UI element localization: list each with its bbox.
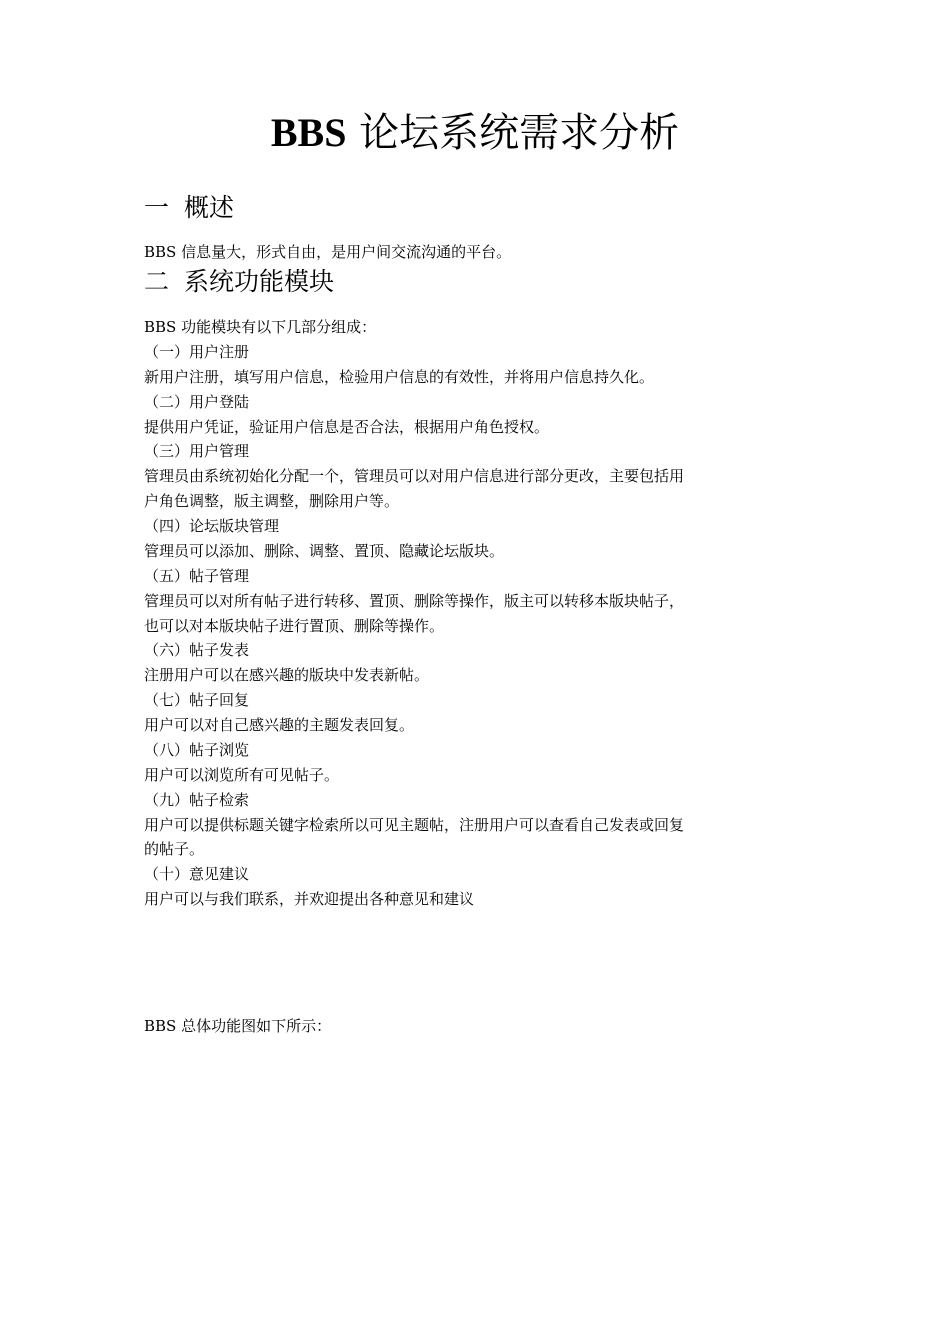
module-description: 管理员可以对所有帖子进行转移、置顶、删除等操作，版主可以转移本版块帖子， <box>144 592 685 610</box>
section-heading-text: 概述 <box>184 193 235 222</box>
modules-intro: BBS 功能模块有以下几部分组成： <box>144 318 377 336</box>
module-description: 的帖子。 <box>144 840 205 858</box>
module-heading: （二）用户登陆 <box>144 393 250 411</box>
module-heading: （十）意见建议 <box>144 865 250 883</box>
document-title-latin: BBS <box>270 110 347 155</box>
section-number: 二 <box>144 267 170 296</box>
section-heading-overview <box>144 191 234 225</box>
diagram-caption: BBS 总体功能图如下所示： <box>144 1017 332 1035</box>
module-description: 管理员由系统初始化分配一个，管理员可以对用户信息进行部分更改，主要包括用 <box>144 467 685 485</box>
module-heading: （八）帖子浏览 <box>144 741 250 759</box>
section-heading-modules <box>144 265 334 299</box>
module-description: 新用户注册，填写用户信息，检验用户信息的有效性，并将用户信息持久化。 <box>144 368 655 386</box>
document-title <box>0 108 950 158</box>
section-heading-text: 系统功能模块 <box>184 267 335 296</box>
module-heading: （五）帖子管理 <box>144 567 250 585</box>
module-heading: （九）帖子检索 <box>144 791 250 809</box>
module-description: 用户可以提供标题关键字检索所以可见主题帖，注册用户可以查看自己发表或回复 <box>144 816 685 834</box>
module-heading: （三）用户管理 <box>144 442 250 460</box>
module-description: 用户可以浏览所有可见帖子。 <box>144 766 340 784</box>
module-description: 户角色调整，版主调整，删除用户等。 <box>144 492 400 510</box>
module-description: 提供用户凭证，验证用户信息是否合法，根据用户角色授权。 <box>144 418 550 436</box>
module-description: 也可以对本版块帖子进行置顶、删除等操作。 <box>144 617 445 635</box>
module-description: 用户可以对自己感兴趣的主题发表回复。 <box>144 716 415 734</box>
overview-body: BBS 信息量大，形式自由，是用户间交流沟通的平台。 <box>144 243 512 261</box>
section-number: 一 <box>144 193 170 222</box>
document-title-cjk: 论坛系统需求分析 <box>346 110 680 156</box>
module-heading: （六）帖子发表 <box>144 641 250 659</box>
module-description: 用户可以与我们联系，并欢迎提出各种意见和建议 <box>144 890 475 908</box>
module-heading: （四）论坛版块管理 <box>144 517 280 535</box>
module-description: 管理员可以添加、删除、调整、置顶、隐藏论坛版块。 <box>144 542 505 560</box>
module-heading: （七）帖子回复 <box>144 691 250 709</box>
module-description: 注册用户可以在感兴趣的版块中发表新帖。 <box>144 666 430 684</box>
module-heading: （一）用户注册 <box>144 343 250 361</box>
